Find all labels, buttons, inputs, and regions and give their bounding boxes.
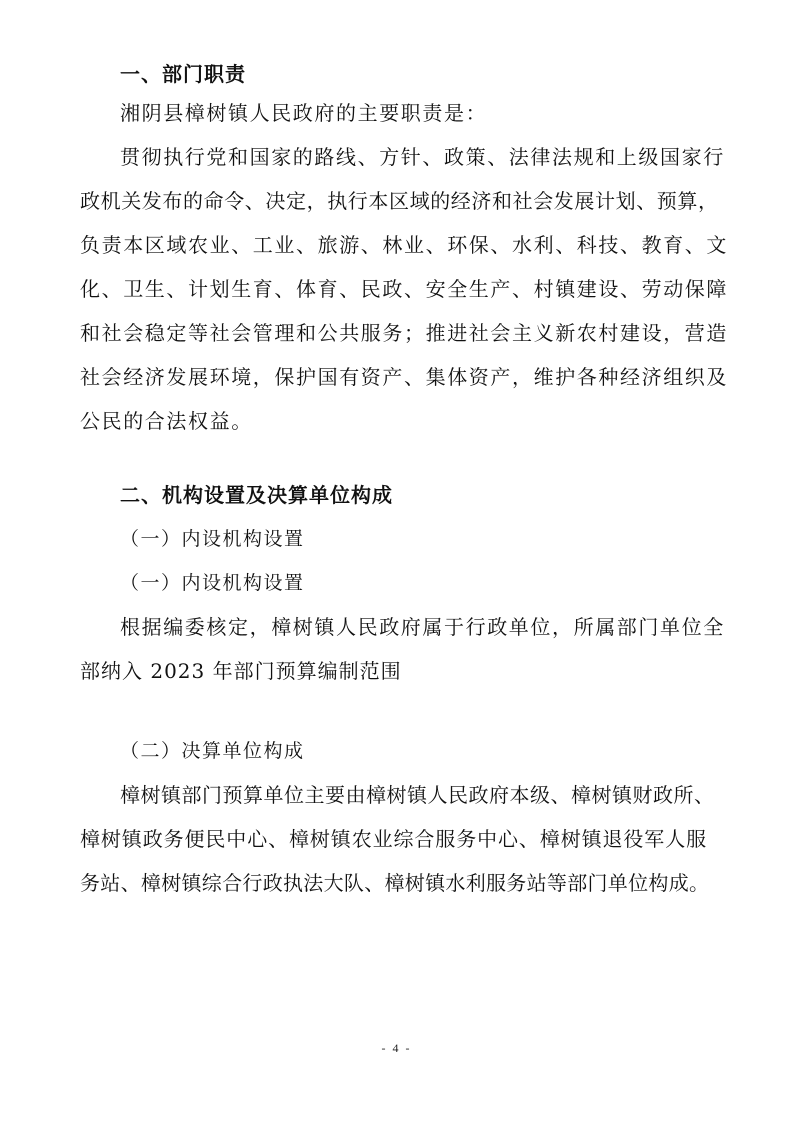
duties-intro: 湘阴县樟树镇人民政府的主要职责是： [120,101,488,125]
structure-paragraph-line: 部纳入 2023 年部门预算编制范围 [80,659,402,683]
units-paragraph-line: 樟树镇部门预算单位主要由樟树镇人民政府本级、樟树镇财政所、 [120,783,715,807]
units-paragraph-line: 务站、樟树镇综合行政执法大队、樟树镇水利服务站等部门单位构成。 [80,871,710,895]
duties-paragraph-line: 和社会稳定等社会管理和公共服务；推进社会主义新农村建设，营造 [80,321,728,345]
section-heading-duties: 一、部门职责 [120,62,246,86]
page-number: - 4 - [381,1041,412,1055]
duties-paragraph-line: 负责本区域农业、工业、旅游、林业、环保、水利、科技、教育、文 [80,233,728,257]
subheading-accounting-units: （二）决算单位构成 [120,740,305,762]
duties-paragraph-line: 化、卫生、计划生育、体育、民政、安全生产、村镇建设、劳动保障 [80,277,728,301]
duties-paragraph-line: 社会经济发展环境，保护国有资产、集体资产，维护各种经济组织及 [80,365,728,389]
units-paragraph-line: 樟树镇政务便民中心、樟树镇农业综合服务中心、樟树镇退役军人服 [80,827,707,851]
subheading-internal-structure-repeat: （一）内设机构设置 [120,572,305,594]
subheading-internal-structure: （一）内设机构设置 [120,528,305,550]
duties-paragraph-line: 政机关发布的命令、决定，执行本区域的经济和社会发展计划、预算， [80,189,719,213]
structure-paragraph-line: 根据编委核定，樟树镇人民政府属于行政单位，所属部门单位全 [120,615,725,639]
duties-paragraph-line: 公民的合法权益。 [80,409,253,433]
section-heading-structure: 二、机构设置及决算单位构成 [120,483,393,507]
duties-paragraph-line: 贯彻执行党和国家的路线、方针、政策、法律法规和上级国家行 [120,145,725,169]
